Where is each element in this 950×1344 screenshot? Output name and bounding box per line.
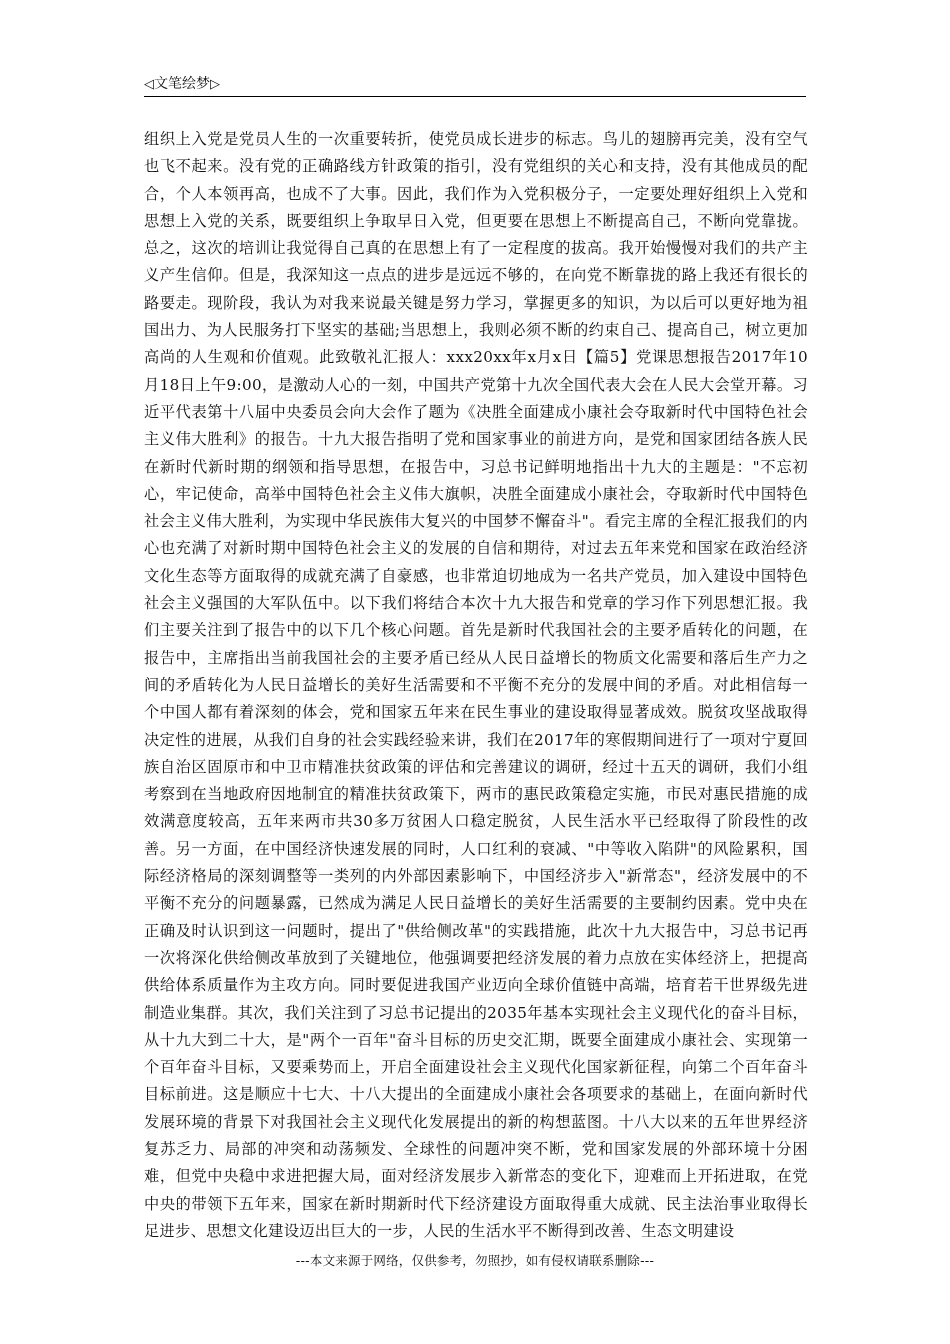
left-triangle-icon: ◁ bbox=[144, 77, 154, 92]
body-paragraph: 组织上入党是党员人生的一次重要转折，使党员成长进步的标志。鸟儿的翅膀再完美，没有空气也飞不起来。没有党的正确路线方针政策的指引，没有党组织的关心和支持，没有其他成员的配合，个人本领再高，也成不了大事。因此，我们作为入党积极分子，一定要处理好组织上入党和思想上入党的关系，既要组织上争取早日入党，但更要在思想上不断提高自己，不断向党靠拢。总之，这次的培训让我觉得自己真的在思想上有了一定程度的拔高。我开始慢慢对我们的共产主义产生信仰。但是，我深知这一点点的进步是远远不够的，在向党不断靠拢的路上我还有很长的路要走。现阶段，我认为对我来说最关键是努力学习，掌握更多的知识，为以后可以更好地为祖国出力、为人民服务打下坚实的基础;当思想上，我则必须不断的约束自己、提高自己，树立更加高尚的人生观和价值观。此致敬礼汇报人：xxx20xx年x月x日【篇5】党课思想报告2017年10月18日上午9:00，是激动人心的一刻，中国共产党第十九次全国代表大会在人民大会堂开幕。习近平代表第十八届中央委员会向大会作了题为《决胜全面建成小康社会夺取新时代中国特色社会主义伟大胜利》的报告。十九大报告指明了党和国家事业的前进方向，是党和国家团结各族人民在新时代新时期的纲领和指导思想，在报告中，习总书记鲜明地指出十九大的主题是："不忘初心，牢记使命，高举中国特色社会主义伟大旗帜，决胜全面建成小康社会，夺取新时代中国特色社会主义伟大胜利，为实现中华民族伟大复兴的中国梦不懈奋斗"。看完主席的全程汇报我们的内心也充满了对新时期中国特色社会主义的发展的自信和期待，对过去五年来党和国家在政治经济文化生态等方面取得的成就充满了自豪感，也非常迫切地成为一名共产党员，加入建设中国特色社会主义强国的大军队伍中。以下我们将结合本次十九大报告和党章的学习作下列思想汇报。我们主要关注到了报告中的以下几个核心问题。首先是新时代我国社会的主要矛盾转化的问题，在报告中，主席指出当前我国社会的主要矛盾已经从人民日益增长的物质文化需要和落后生产力之间的矛盾转化为人民日益增长的美好生活需要和不平衡不充分的发展中间的矛盾。对此相信每一个中国人都有着深刻的体会，党和国家五年来在民生事业的建设取得显著成效。脱贫攻坚战取得决定性的进展，从我们自身的社会实践经验来讲，我们在2017年的寒假期间进行了一项对宁夏回族自治区固原市和中卫市精准扶贫政策的评估和完善建议的调研，经过十五天的调研，我们小组考察到在当地政府因地制宜的精准扶贫政策下，两市的惠民政策稳定实施，市民对惠民措施的成效满意度较高，五年来两市共30多万贫困人口稳定脱贫，人民生活水平已经取得了阶段性的改善。另一方面，在中国经济快速发展的同时，人口红利的衰减、"中等收入陷阱"的风险累积，国际经济格局的深刻调整等一类列的内外部因素影响下，中国经济步入"新常态"，经济发展中的不平衡不充分的问题暴露，已然成为满足人民日益增长的美好生活需要的主要制约因素。党中央在正确及时认识到这一问题时，提出了"供给侧改革"的实践措施，此次十九大报告中，习总书记再一次将深化供给侧改革放到了关键地位，他强调要把经济发展的着力点放在实体经济上，把提高供给体系质量作为主攻方向。同时要促进我国产业迈向全球价值链中高端，培育若干世界级先进制造业集群。其次，我们关注到了习总书记提出的2035年基本实现社会主义现代化的奋斗目标，从十九大到二十大，是"两个一百年"奋斗目标的历史交汇期，既要全面建成小康社会、实现第一个百年奋斗目标，又要乘势而上，开启全面建设社会主义现代化国家新征程，向第二个百年奋斗目标前进。这是顺应十七大、十八大提出的全面建成小康社会各项要求的基础上，在面向新时代发展环境的背景下对我国社会主义现代化发展提出的新的构想蓝图。十八大以来的五年世界经济复苏乏力、局部的冲突和动荡频发、全球性的问题冲突不断，党和国家发展的外部环境十分困难，但党中央稳中求进把握大局，面对经济发展步入新常态的变化下，迎难而上开拓进取，在党中央的带领下五年来，国家在新时期新时代下经济建设方面取得重大成就、民主法治事业取得长足进步、思想文化建设迈出巨大的一步，人民的生活水平不断得到改善、生态文明建设 bbox=[144, 130, 808, 1240]
page-header bbox=[144, 74, 806, 97]
brand-name: 文笔绘梦 bbox=[154, 76, 210, 92]
brand-logo bbox=[144, 74, 220, 95]
right-triangle-icon: ▷ bbox=[210, 77, 220, 92]
footer-notice: ---本文来源于网络，仅供参考，勿照抄，如有侵权请联系删除--- bbox=[295, 1253, 655, 1268]
